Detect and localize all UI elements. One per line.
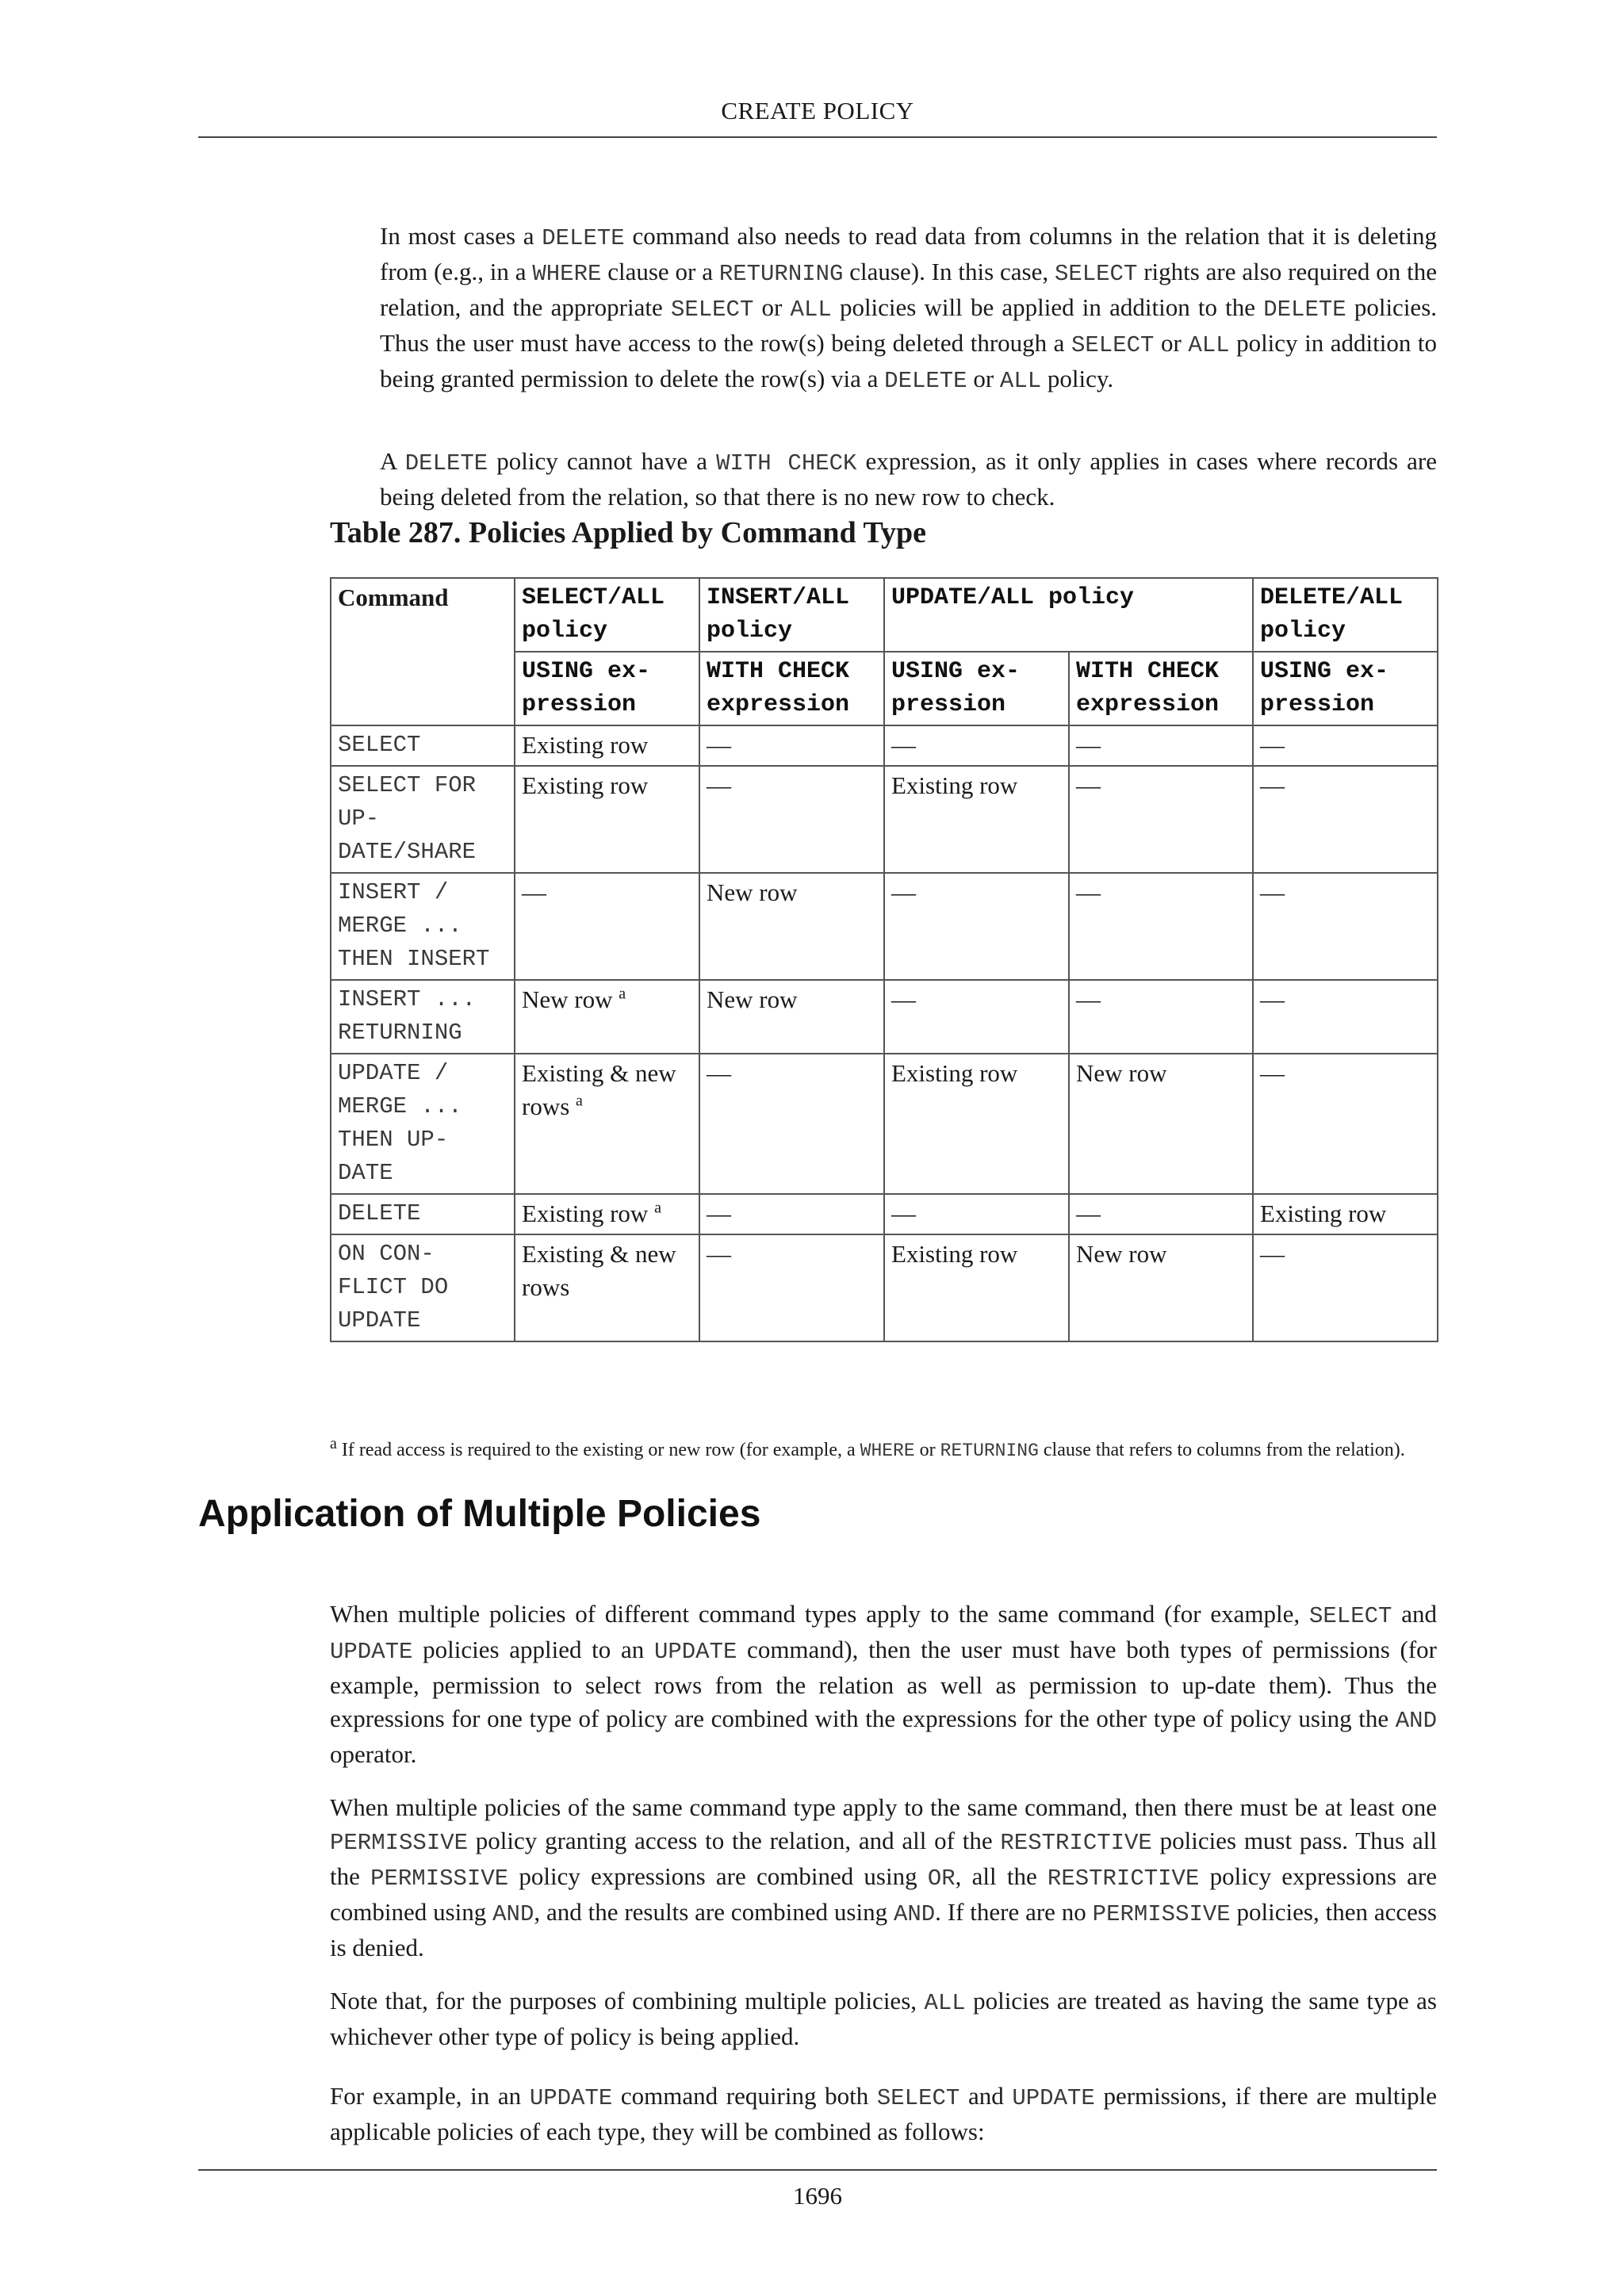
table-footnote: $^a$ If read access is required to the existing or new row (for example, a WHERE or RETURNING clause that refers to columns from the relation). bbox=[330, 1435, 1405, 1461]
row-command: UPDATE / MERGE ... THEN UP- DATE bbox=[331, 1054, 515, 1194]
cell-update-using: Existing row bbox=[884, 766, 1069, 873]
table-row bbox=[331, 766, 1438, 873]
cell-select-using: Existing row $^a$ bbox=[515, 1194, 699, 1234]
cell-insert-check: — bbox=[699, 1054, 884, 1194]
section-heading: Application of Multiple Policies bbox=[198, 1493, 761, 1535]
cell-insert-check: — bbox=[699, 766, 884, 873]
header-command: Command bbox=[331, 578, 515, 725]
running-header bbox=[198, 89, 1437, 138]
cell-insert-check: New row bbox=[699, 980, 884, 1054]
cell-insert-check: — bbox=[699, 1194, 884, 1234]
cell-delete-using: Existing row bbox=[1253, 1194, 1438, 1234]
cell-delete-using: — bbox=[1253, 1234, 1438, 1341]
row-command: INSERT / MERGE ... THEN INSERT bbox=[331, 873, 515, 980]
paragraph-all-policies-note: Note that, for the purposes of combining multiple policies, ALL policies are treated as having the same type as whichever other type of policy is being applied. bbox=[330, 1987, 1437, 2050]
paragraph-update-example: For example, in an UPDATE command requiring both SELECT and UPDATE permissions, if there are multiple applicable policies of each type, they will be combined as follows: bbox=[330, 2082, 1437, 2145]
header-delete-all: DELETE/ALL policy bbox=[1253, 578, 1438, 652]
cell-delete-using: — bbox=[1253, 1054, 1438, 1194]
subheader-update-using: USING ex- pression bbox=[884, 652, 1069, 725]
table-row bbox=[331, 1234, 1438, 1341]
cell-update-using: — bbox=[884, 1194, 1069, 1234]
cell-update-check: — bbox=[1069, 766, 1253, 873]
cell-update-check: — bbox=[1069, 873, 1253, 980]
running-footer bbox=[198, 2169, 1437, 2210]
row-command: DELETE bbox=[331, 1194, 515, 1234]
cell-update-using: — bbox=[884, 873, 1069, 980]
cell-update-check: — bbox=[1069, 980, 1253, 1054]
cell-select-using: Existing & new rows bbox=[515, 1234, 699, 1341]
cell-delete-using: — bbox=[1253, 980, 1438, 1054]
table-row bbox=[331, 980, 1438, 1054]
cell-delete-using: — bbox=[1253, 725, 1438, 766]
paragraph-same-command-type: When multiple policies of the same command type apply to the same command, then there must be at least one PERMISSIVE policy granting access to the relation, and all of the RESTRICTIVE policies must pass. Thus all the PERMISSIVE policy expressions are combined using OR, all the RESTRICTIVE policy expressions are combined using AND, and the results are combined using AND. If there are no PERMISSIVE policies, then access is denied. bbox=[330, 1793, 1438, 1961]
table-row bbox=[331, 725, 1438, 766]
cell-update-using: Existing row bbox=[884, 1234, 1069, 1341]
row-command: SELECT bbox=[331, 725, 515, 766]
cell-update-check: — bbox=[1069, 1194, 1253, 1234]
row-command: SELECT FOR UP- DATE/SHARE bbox=[331, 766, 515, 873]
paragraph-delete-read-access: In most cases a DELETE command also needs to read data from columns in the relation that it is deleting from (e.g., in a WHERE clause or a RETURNING clause). In this case, SELECT rights are also required on the relation, and the appropriate SELECT or ALL policies will be applied in addition to the DELETE policies. Thus the user must have access to the row(s) being deleted through a SELECT or ALL policy in addition to being granted permission to delete the row(s) via a DELETE or ALL policy. bbox=[380, 222, 1438, 394]
cell-update-using: Existing row bbox=[884, 1054, 1069, 1194]
cell-update-check: New row bbox=[1069, 1054, 1253, 1194]
subheader-update-check: WITH CHECK expression bbox=[1069, 652, 1253, 725]
cell-select-using: Existing row bbox=[515, 725, 699, 766]
subheader-select-using: USING ex- pression bbox=[515, 652, 699, 725]
policies-table bbox=[330, 577, 1438, 1342]
header-select-all: SELECT/ALL policy bbox=[515, 578, 699, 652]
paragraph-delete-with-check: A DELETE policy cannot have a WITH CHECK expression, as it only applies in cases where records are being deleted from the relation, so that there is no new row to check. bbox=[380, 447, 1437, 511]
cell-select-using: New row $^a$ bbox=[515, 980, 699, 1054]
table-row bbox=[331, 1054, 1438, 1194]
cell-delete-using: — bbox=[1253, 873, 1438, 980]
cell-select-using: Existing & new rows $^a$ bbox=[515, 1054, 699, 1194]
table-row bbox=[331, 1194, 1438, 1234]
cell-insert-check: — bbox=[699, 725, 884, 766]
cell-select-using: — bbox=[515, 873, 699, 980]
subheader-insert-check: WITH CHECK expression bbox=[699, 652, 884, 725]
running-header-title: CREATE POLICY bbox=[721, 97, 914, 124]
header-update-all: UPDATE/ALL policy bbox=[884, 578, 1253, 652]
subheader-delete-using: USING ex- pression bbox=[1253, 652, 1438, 725]
cell-select-using: Existing row bbox=[515, 766, 699, 873]
cell-insert-check: New row bbox=[699, 873, 884, 980]
paragraph-different-command-types: When multiple policies of different command types apply to the same command (for example, SELECT and UPDATE policies applied to an UPDATE command), then the user must have both types of permissions (for example, permission to select rows from the relation as well as permission to up-date them). Thus the expressions for one type of policy are combined with the expressions for the other type of policy using the AND operator. bbox=[330, 1600, 1437, 1768]
footnote-mark: a bbox=[330, 1435, 337, 1452]
page-number: 1696 bbox=[793, 2182, 842, 2210]
header-insert-all: INSERT/ALL policy bbox=[699, 578, 884, 652]
cell-update-check: — bbox=[1069, 725, 1253, 766]
row-command: INSERT ... RETURNING bbox=[331, 980, 515, 1054]
cell-delete-using: — bbox=[1253, 766, 1438, 873]
cell-update-check: New row bbox=[1069, 1234, 1253, 1341]
table-header-row bbox=[331, 578, 1438, 652]
cell-update-using: — bbox=[884, 980, 1069, 1054]
table-title: Table 287. Policies Applied by Command Type bbox=[330, 516, 927, 549]
table-row bbox=[331, 873, 1438, 980]
cell-insert-check: — bbox=[699, 1234, 884, 1341]
cell-update-using: — bbox=[884, 725, 1069, 766]
row-command: ON CON- FLICT DO UPDATE bbox=[331, 1234, 515, 1341]
